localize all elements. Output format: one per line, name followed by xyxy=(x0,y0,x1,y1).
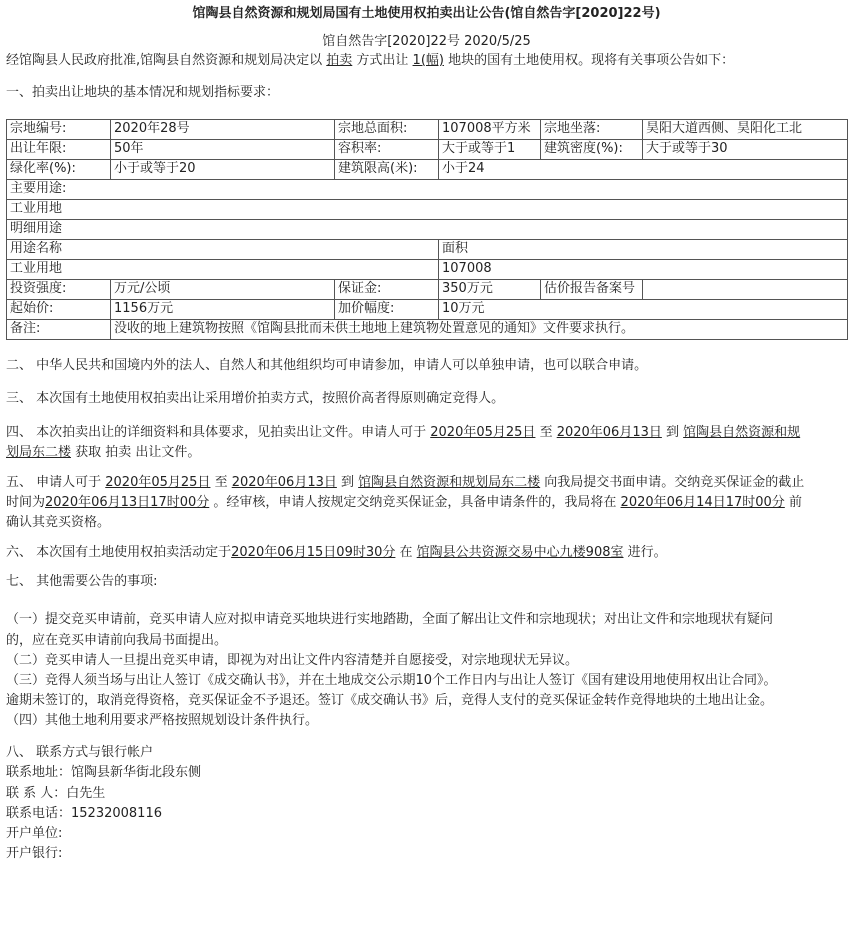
contact-section xyxy=(6,743,847,864)
table-cell: 10万元 xyxy=(439,299,848,319)
page-title: 馆陶县自然资源和规划局国有土地使用权拍卖出让公告(馆自然告字[2020]22号) xyxy=(192,6,661,21)
parcel-count: 1(幅) xyxy=(412,53,444,68)
account-bank: 开户银行: xyxy=(6,845,63,861)
date-start: 2020年05月25日 xyxy=(105,474,211,490)
section-4 xyxy=(6,423,847,463)
item-3-line-2: 逾期未签订的，取消竞得资格，竞买保证金不予退还。签订《成交确认书》后，竞得人支付的竞买保证金转作竞得地块的土地出让金。 xyxy=(6,692,774,708)
table-cell: 小于24 xyxy=(439,159,848,179)
table-cell: 大于或等于1 xyxy=(439,139,541,159)
section-6-text: 六、 本次国有土地使用权拍卖活动定于 xyxy=(6,545,232,561)
contact-address: 联系地址：馆陶县新华街北段东侧 xyxy=(6,765,202,781)
section-6-text: 进行。 xyxy=(623,545,667,561)
table-cell: 没收的地上建筑物按照《馆陶县批而未供土地地上建筑物处置意见的通知》文件要求执行。 xyxy=(111,319,848,339)
section-2: 二、 中华人民共和国境内外的法人、自然人和其他组织均可申请参加，申请人可以单独申请，也可以联合申请。 xyxy=(6,357,648,373)
table-row xyxy=(7,139,848,159)
section-8-heading: 八、 联系方式与银行帐户 xyxy=(6,745,154,761)
table-cell: 建筑密度(%): xyxy=(541,139,643,159)
item-1-line-1: （一）提交竞买申请前，竞买申请人应对拟申请竞买地块进行实地踏勘，全面了解出让文件和宗地现状；对出让文件和宗地现状有疑问 xyxy=(6,612,774,628)
table-cell: 建筑限高(米): xyxy=(335,159,439,179)
table-cell: 用途名称 xyxy=(7,239,439,259)
parcel-info-table xyxy=(6,119,848,340)
table-row xyxy=(7,279,848,299)
table-row xyxy=(7,199,848,219)
table-cell: 2020年28号 xyxy=(111,119,335,139)
section-4-text: 到 xyxy=(661,424,684,440)
item-4: （四）其他土地利用要求严格按照规划设计条件执行。 xyxy=(6,713,319,729)
intro-text-1: 经馆陶县人民政府批准,馆陶县自然资源和规划局决定以 xyxy=(6,53,327,68)
section-5-text: 五、 申请人可于 xyxy=(6,474,106,490)
table-cell: 估价报告备案号 xyxy=(541,279,643,299)
table-row xyxy=(7,119,848,139)
qualification-date: 2020年06月14日17时00分 xyxy=(620,495,785,511)
section-5 xyxy=(6,473,847,533)
section-4-text: 至 xyxy=(535,424,557,440)
section-5-text: 向我局提交书面申请。交纳竞买保证金的截止 xyxy=(540,474,805,490)
table-cell: 大于或等于30 xyxy=(643,139,848,159)
table-row xyxy=(7,239,848,259)
table-cell: 107008平方米 xyxy=(439,119,541,139)
table-cell: 1156万元 xyxy=(111,299,335,319)
document-number: 馆自然告字[2020]22号 2020/5/25 xyxy=(322,34,531,49)
table-cell: 宗地坐落: xyxy=(541,119,643,139)
section-5-text: 。经审核，申请人按规定交纳竞买保证金，具备申请条件的，我局将在 xyxy=(209,495,621,511)
table-cell: 备注: xyxy=(7,319,111,339)
item-3-line-1: （三）竞得人须当场与出让人签订《成交确认书》，并在土地成交公示期10个工作日内与出让人签订《国有建设用地使用权出让合同》。 xyxy=(6,672,777,688)
table-row xyxy=(7,159,848,179)
table-cell: 107008 xyxy=(439,259,848,279)
table-row xyxy=(7,219,848,239)
section-6-text: 在 xyxy=(395,545,417,561)
intro-text-2: 方式出让 xyxy=(352,53,413,68)
contact-person: 联 系 人：白先生 xyxy=(6,785,106,801)
contact-phone: 联系电话：15232008116 xyxy=(6,805,162,821)
location: 划局东二楼 xyxy=(6,444,72,460)
section-4-text: 获取 拍卖 出让文件。 xyxy=(71,444,201,460)
deposit-deadline: 2020年06月13日17时00分 xyxy=(45,495,210,511)
table-cell: 投资强度: xyxy=(7,279,111,299)
section-7-items xyxy=(6,610,847,731)
location: 馆陶县公共资源交易中心九楼908室 xyxy=(416,545,624,561)
table-cell: 保证金: xyxy=(335,279,439,299)
table-row xyxy=(7,299,848,319)
date-start: 2020年05月25日 xyxy=(430,424,536,440)
intro-text-3: 地块的国有土地使用权。现将有关事项公告如下： xyxy=(443,53,735,68)
section-5-text: 到 xyxy=(336,474,359,490)
table-cell: 明细用途 xyxy=(7,219,848,239)
section-5-text: 确认其竞买资格。 xyxy=(6,515,111,531)
section-5-text: 时间为 xyxy=(6,495,46,511)
table-cell: 容积率: xyxy=(335,139,439,159)
section-4-text: 四、 本次拍卖出让的详细资料和具体要求，见拍卖出让文件。申请人可于 xyxy=(6,424,431,440)
account-unit: 开户单位: xyxy=(6,825,63,841)
section-7-heading: 七、 其他需要公告的事项: xyxy=(6,573,158,589)
table-cell xyxy=(643,279,848,299)
location: 馆陶县自然资源和规 xyxy=(683,424,801,440)
auction-time: 2020年06月15日09时30分 xyxy=(231,545,396,561)
item-2: （二）竞买申请人一旦提出竞买申请，即视为对出让文件内容清楚并自愿接受，对宗地现状无异议。 xyxy=(6,652,579,668)
table-cell: 工业用地 xyxy=(7,259,439,279)
table-row xyxy=(7,179,848,199)
table-cell: 绿化率(%): xyxy=(7,159,111,179)
date-end: 2020年06月13日 xyxy=(231,474,337,490)
date-end: 2020年06月13日 xyxy=(556,424,662,440)
location: 馆陶县自然资源和规划局东二楼 xyxy=(358,474,541,490)
section-5-text: 前 xyxy=(784,495,802,511)
table-cell: 宗地总面积: xyxy=(335,119,439,139)
table-cell: 宗地编号: xyxy=(7,119,111,139)
table-cell: 主要用途: xyxy=(7,179,848,199)
table-cell: 起始价: xyxy=(7,299,111,319)
table-cell: 小于或等于20 xyxy=(111,159,335,179)
intro-paragraph xyxy=(6,53,847,71)
table-cell: 加价幅度: xyxy=(335,299,439,319)
section-1-heading: 一、拍卖出让地块的基本情况和规划指标要求： xyxy=(6,85,280,100)
method-value: 拍卖 xyxy=(326,53,353,68)
table-cell: 50年 xyxy=(111,139,335,159)
table-cell: 万元/公顷 xyxy=(111,279,335,299)
table-row xyxy=(7,319,848,339)
section-5-text: 至 xyxy=(210,474,232,490)
item-1-line-2: 的，应在竞买申请前向我局书面提出。 xyxy=(6,632,228,648)
section-6 xyxy=(6,543,847,563)
table-cell: 工业用地 xyxy=(7,199,848,219)
table-cell: 面积 xyxy=(439,239,848,259)
table-cell: 350万元 xyxy=(439,279,541,299)
table-row xyxy=(7,259,848,279)
table-cell: 昊阳大道西侧、昊阳化工北 xyxy=(643,119,848,139)
announcement-page xyxy=(0,6,853,864)
table-cell: 出让年限: xyxy=(7,139,111,159)
section-3: 三、 本次国有土地使用权拍卖出让采用增价拍卖方式，按照价高者得原则确定竞得人。 xyxy=(6,390,505,406)
